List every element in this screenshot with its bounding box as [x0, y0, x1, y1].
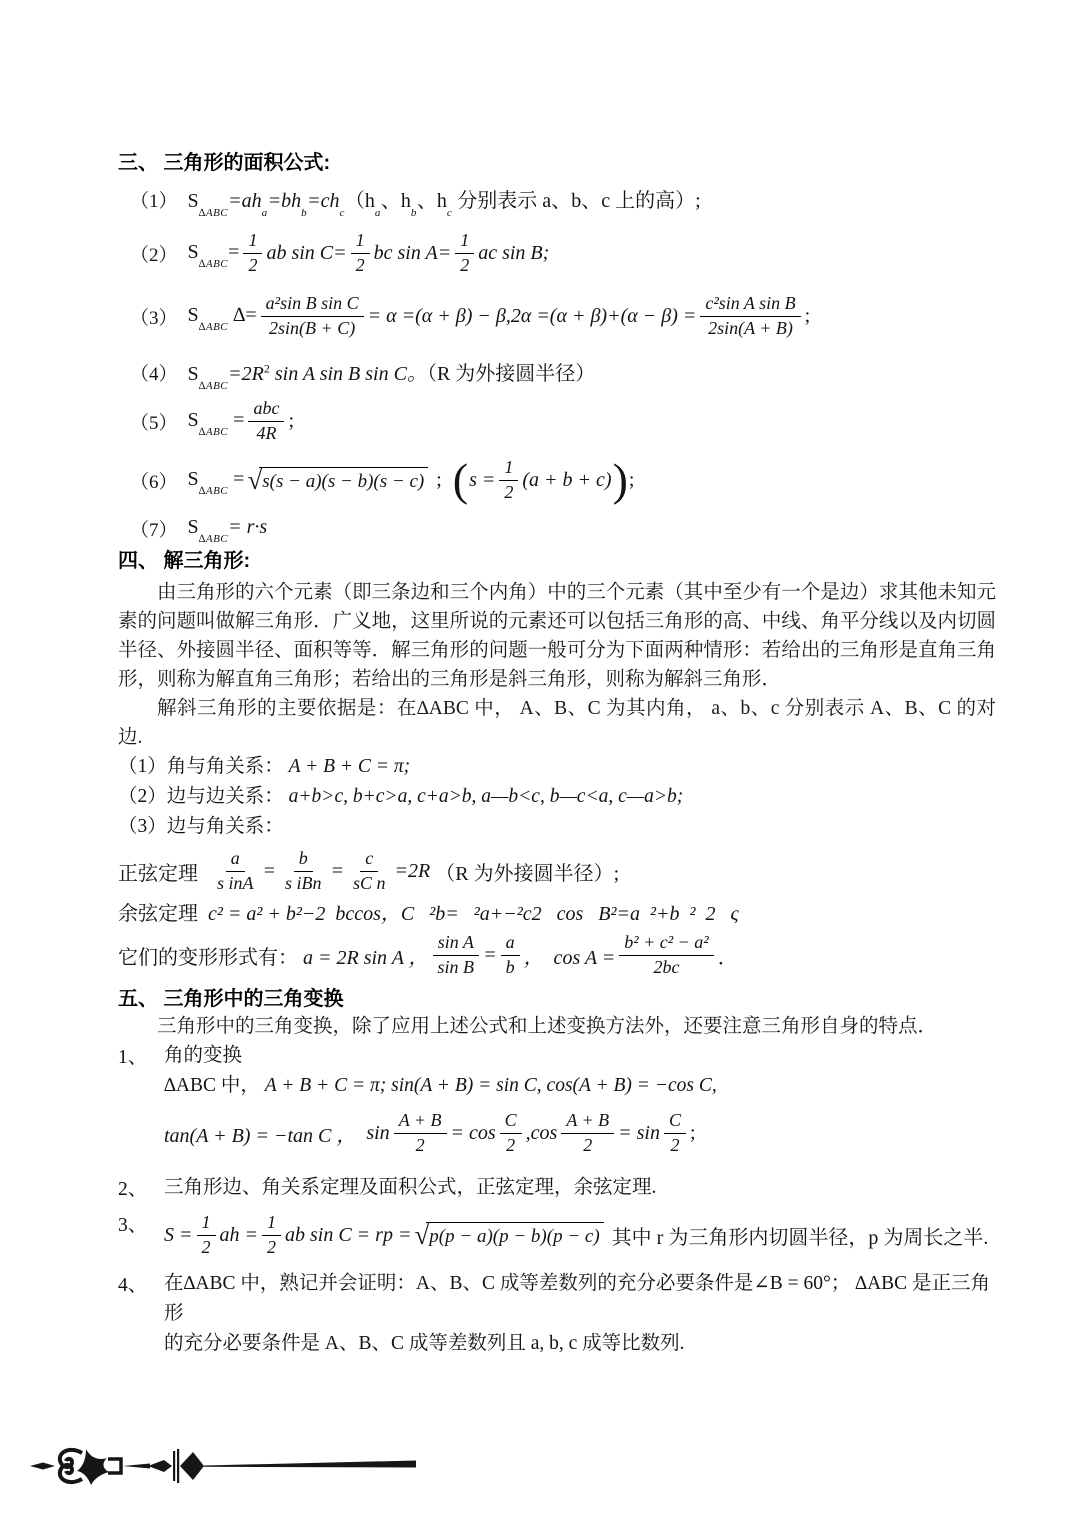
- formula-run: ab sin C = rp =: [285, 1223, 412, 1246]
- numerator: c²sin A sin B: [700, 293, 800, 317]
- fraction: [433, 932, 480, 978]
- radicand: p(p − a)(p − b)(p − c): [426, 1222, 603, 1248]
- denominator: 2: [583, 1134, 593, 1155]
- formula-run: $S_{\Delta ABC}=ah_a=bh_b=ch_c(h_a$、$h_b$、$h_c$ 分别表示 a、b、c 上的高）;: [187, 190, 701, 219]
- angle-transform-title: 角的变换: [164, 1045, 243, 1066]
- fraction: [348, 848, 391, 894]
- formula-run: =: [483, 943, 497, 966]
- formula-run: $S_{\Delta ABC}$ =: [187, 408, 245, 438]
- subscript: ∆ABC: [198, 484, 229, 497]
- angle-transform-line2: [164, 1107, 996, 1159]
- formula-run: ．: [717, 946, 738, 969]
- arithmetic-sequence-line2: 的充分必要条件是 A、B、C 成等差数列且 a, b, c 成等比数列.: [164, 1333, 685, 1354]
- numerator: A + B: [394, 1110, 447, 1134]
- subscript: a: [261, 207, 268, 219]
- numerator: 1: [243, 230, 262, 254]
- numerator: C: [500, 1110, 522, 1134]
- fraction: [262, 1212, 281, 1258]
- section3-heading: 三、 三角形的面积公式:: [118, 152, 331, 174]
- square-root: [247, 464, 428, 495]
- denominator: b: [505, 956, 515, 977]
- denominator: 2: [504, 481, 514, 502]
- area-formula-6: （6） $S_{\Delta ABC}$ = √ s(s − a)(s − b)(s − c) ; ( s = $\frac{1}{2}$ (a + b + c) ) ;: [130, 454, 635, 505]
- formula-run: c² = a² + b²−2 bccos，C ²b= ²a+−²c2 cos B²=a ²+b ² 2 ς: [208, 902, 739, 925]
- item-number: 4、: [118, 1275, 148, 1296]
- item-number: （3）: [130, 307, 178, 329]
- numerator: b² + c² − a²: [619, 932, 713, 956]
- area-formula-3: [118, 287, 996, 345]
- formula-run: =: [330, 859, 345, 882]
- transform-intro-paragraph: 三角形中的三角变换，除了应用上述公式和上述变换方法外，还要注意三角形自身的特点．: [157, 1016, 938, 1037]
- list-item-4: [118, 1269, 996, 1359]
- subscript: b: [301, 207, 308, 219]
- fraction: [212, 848, 259, 894]
- denominator: 2: [415, 1134, 425, 1155]
- angle-transform-line1: ∆ABC 中， A + B + C = π; sin(A + B) = sin C, cos(A + B) = −cos C,: [164, 1075, 717, 1096]
- numerator: C: [664, 1110, 686, 1134]
- area-incircle-formula: [164, 1209, 996, 1261]
- area-formula-5: [118, 396, 996, 446]
- numerator: 1: [455, 230, 474, 254]
- denominator: sin B: [437, 956, 475, 977]
- fraction: [394, 1110, 447, 1156]
- denominator: 2sin(B + C): [269, 317, 356, 338]
- formula-run: ah =: [219, 1223, 258, 1246]
- fraction: [455, 230, 474, 276]
- oblique-triangle-paragraph: 解斜三角形的主要依据是：在∆ABC 中， A、B、C 为其内角， a、b、c 分别表示 A、B、C 的对边.: [118, 698, 996, 748]
- denominator: 2: [201, 1236, 211, 1257]
- area-formula-4: [118, 357, 996, 392]
- formula-run: =2R: [394, 859, 436, 882]
- fraction: [261, 293, 364, 339]
- area-formula-7: [118, 514, 996, 545]
- relation-side-angle: （3）边与角关系：: [118, 816, 284, 837]
- formula-run: ;: [288, 409, 294, 432]
- item-number: 1、: [118, 1047, 148, 1068]
- formula-run: ab sin C=: [266, 241, 347, 264]
- subscript: ∆ABC: [198, 257, 229, 270]
- formula-run: $S_{\Delta ABC}=2R^2$ sin A sin B sin C。（R 为外接圆半径）: [187, 361, 596, 392]
- list-item-1: [118, 1041, 996, 1159]
- sine-rule-label: 正弦定理: [118, 862, 198, 885]
- formula-run: (a + b + c): [522, 468, 612, 491]
- subscript: c: [339, 207, 345, 219]
- denominator: s inA: [217, 872, 254, 893]
- denominator: 2bc: [653, 956, 680, 977]
- formula-run: =: [262, 859, 277, 882]
- numerator: a: [501, 932, 520, 956]
- numerator: a²sin B sin C: [261, 293, 364, 317]
- subscript: a: [374, 207, 381, 219]
- formula-run: bc sin A=: [373, 241, 452, 264]
- item-number: （6）: [130, 471, 178, 493]
- formula-run: $S_{\Delta ABC}$ ∆=: [187, 303, 257, 333]
- fraction: [501, 932, 520, 978]
- subscript: c: [446, 207, 453, 219]
- item-number: （1）: [130, 191, 178, 212]
- footer-ornament: [28, 1437, 418, 1495]
- denominator: 2: [506, 1134, 516, 1155]
- subscript: b: [410, 207, 417, 219]
- item-number: （4）: [130, 364, 178, 385]
- fraction: [280, 848, 327, 894]
- formula-run: ;: [690, 1121, 696, 1144]
- formula-run: = cos: [450, 1121, 496, 1144]
- formula-run: = α =(α + β) − β,2α =(α + β)+(α − β) =: [367, 304, 697, 327]
- formula-run: a = 2R sin A ，: [303, 946, 429, 969]
- area-formula-2: [118, 229, 996, 277]
- fraction: [499, 457, 518, 503]
- item-number: （5）: [130, 412, 178, 434]
- fraction: [248, 398, 284, 444]
- item-number: 3、: [118, 1215, 148, 1236]
- relation-angle: （1）角与角关系： A + B + C = π;: [118, 756, 411, 777]
- numerator: c: [360, 848, 378, 872]
- numerator: 1: [197, 1212, 216, 1236]
- relation-side: （2）边与边关系： a+b>c, b+c>a, c+a>b, a—b<c, b—c<a, c—a>b;: [118, 786, 684, 807]
- denominator: s iBn: [285, 872, 322, 893]
- fraction: [243, 230, 262, 276]
- item-number: （7）: [130, 519, 178, 541]
- radicand: s(s − a)(s − b)(s − c): [259, 467, 428, 493]
- formula-run: ;: [628, 468, 635, 491]
- denominator: 2: [670, 1134, 680, 1155]
- numerator: 1: [499, 457, 518, 481]
- subscript: ∆ABC: [198, 320, 229, 333]
- fraction: [197, 1212, 216, 1258]
- formula-run: （R 为外接圆半径）;: [435, 862, 620, 885]
- deformation-label: 它们的变形形式有：: [118, 946, 303, 969]
- denominator: 2: [248, 254, 258, 275]
- denominator: 2: [355, 254, 365, 275]
- document-content: [118, 150, 996, 1359]
- spacer: [198, 860, 208, 883]
- cosine-rule-label: 余弦定理: [118, 902, 198, 925]
- radical-icon: √: [414, 1219, 430, 1250]
- formula-run: = sin: [618, 1121, 660, 1144]
- cosine-rule-line: [118, 896, 996, 926]
- fraction: [619, 932, 713, 978]
- formula-run: $S_{\Delta ABC}$ =: [187, 467, 245, 497]
- list-item-2: [118, 1173, 996, 1203]
- sine-rule-line: [118, 846, 996, 896]
- numerator: sin A: [433, 932, 479, 956]
- formula-run: 其中 r 为三角形内切圆半径，p 为周长之半.: [606, 1226, 989, 1249]
- square-root: [414, 1219, 603, 1250]
- numerator: 1: [262, 1212, 281, 1236]
- subscript: ∆ABC: [198, 425, 229, 438]
- list-item-3: [118, 1209, 996, 1261]
- formula-run: ac sin B;: [478, 241, 550, 264]
- section4-heading: 四、 解三角形:: [118, 550, 251, 572]
- numerator: 1: [351, 230, 370, 254]
- formula-run: $S_{\Delta ABC}=$: [187, 240, 240, 270]
- subscript: ∆ABC: [198, 207, 229, 219]
- formula-run: ;: [431, 468, 452, 491]
- formula-run: s =: [469, 468, 496, 491]
- radical-icon: √: [247, 464, 263, 495]
- denominator: 2: [267, 1236, 276, 1257]
- denominator: 4R: [256, 422, 277, 443]
- subscript: ∆ABC: [198, 532, 229, 545]
- denominator: 2: [460, 254, 470, 275]
- area-formula-1: [118, 184, 996, 219]
- formula-run: ， cos A =: [523, 946, 616, 969]
- numerator: abc: [248, 398, 284, 422]
- formula-run: S =: [164, 1223, 193, 1246]
- item-number: （2）: [130, 244, 178, 266]
- numerator: a: [226, 848, 245, 872]
- theorem-summary: 三角形边、角关系定理及面积公式，正弦定理，余弦定理.: [164, 1177, 657, 1198]
- formula-run: ;: [804, 304, 811, 327]
- solve-triangle-paragraph: 由三角形的六个元素（即三条边和三个内角）中的三个元素（其中至少有一个是边）求其他未知元素的问题叫做解三角形．广义地，这里所说的元素还可以包括三角形的高、中线、角平分线以及内切圆半径、外接圆半径、面积等等．解三角形的问题一般可分为下面两种情形：若给出的三角形是直角三角形，则称为解直角三角形；若给出的三角形是斜三角形，则称为解斜三角形．: [118, 582, 996, 690]
- subscript: ∆ABC: [198, 380, 229, 392]
- spacer: [198, 900, 208, 923]
- numerator: A + B: [561, 1110, 614, 1134]
- superscript: 2: [263, 361, 270, 376]
- formula-run: $S_{\Delta ABC}= r\cdot s$: [187, 515, 268, 545]
- formula-run: tan(A + B) = −tan C ，: [164, 1124, 367, 1147]
- formula-run: sin: [366, 1121, 390, 1144]
- arithmetic-sequence-line1: 在∆ABC 中，熟记并会证明：A、B、C 成等差数列的充分必要条件是∠B = 60°； ∆ABC 是正三角形: [164, 1273, 991, 1324]
- fraction: [664, 1110, 686, 1156]
- denominator: 2sin(A + B): [708, 317, 793, 338]
- deformation-line: [118, 930, 996, 980]
- fraction: [351, 230, 370, 276]
- fraction: [700, 293, 800, 339]
- numerator: b: [294, 848, 313, 872]
- fraction: [561, 1110, 614, 1156]
- denominator: sC n: [353, 872, 386, 893]
- formula-run: ,cos: [525, 1121, 558, 1144]
- section5-heading: 五、 三角形中的三角变换: [118, 988, 344, 1010]
- item-number: 2、: [118, 1179, 148, 1200]
- fraction: [500, 1110, 522, 1156]
